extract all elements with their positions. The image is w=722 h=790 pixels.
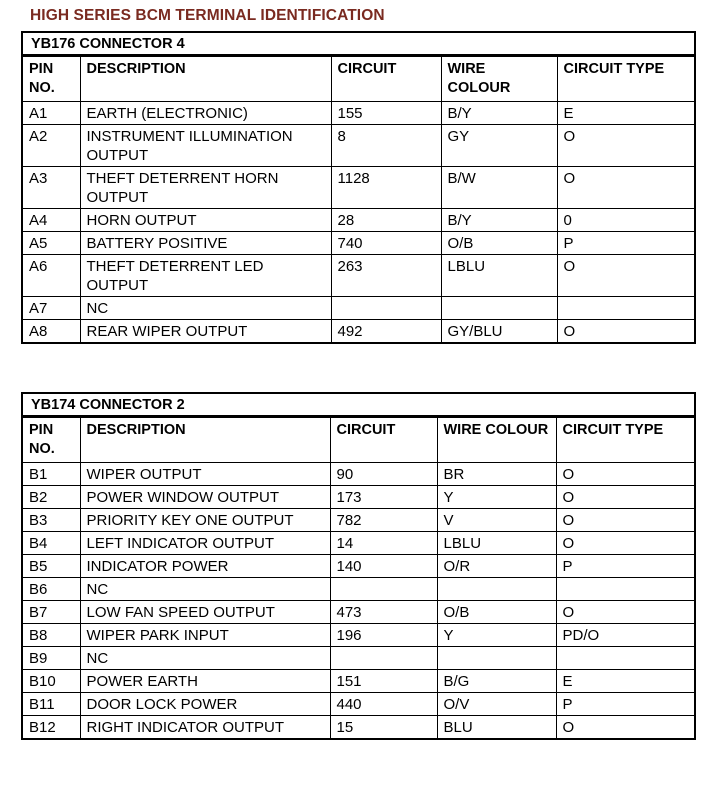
cell-pin: B1: [23, 463, 80, 486]
cell-wire-colour: B/Y: [441, 102, 557, 125]
cell-circuit-type: P: [557, 232, 694, 255]
table-row: [23, 255, 694, 297]
cell-circuit: 740: [331, 232, 441, 255]
terminal-table: [23, 56, 694, 342]
column-header-wire-colour: WIRE COLOUR: [441, 57, 557, 102]
table-row: [23, 463, 694, 486]
cell-pin: B9: [23, 647, 80, 670]
cell-wire-colour: B/W: [441, 167, 557, 209]
table-row: [23, 509, 694, 532]
cell-wire-colour: [441, 297, 557, 320]
cell-circuit-type: [556, 578, 694, 601]
cell-pin: B10: [23, 670, 80, 693]
table-row: [23, 647, 694, 670]
cell-wire-colour: B/Y: [441, 209, 557, 232]
cell-pin: A6: [23, 255, 80, 297]
cell-circuit: 1128: [331, 167, 441, 209]
cell-description: PRIORITY KEY ONE OUTPUT: [80, 509, 330, 532]
cell-circuit: 90: [330, 463, 437, 486]
cell-description: BATTERY POSITIVE: [80, 232, 331, 255]
cell-circuit-type: O: [557, 125, 694, 167]
cell-description: NC: [80, 578, 330, 601]
column-header-circuit: CIRCUIT: [330, 418, 437, 463]
table-row: [23, 693, 694, 716]
cell-wire-colour: Y: [437, 624, 556, 647]
cell-pin: B2: [23, 486, 80, 509]
table-row: [23, 555, 694, 578]
column-header-pin: PIN NO.: [23, 57, 80, 102]
cell-circuit: 15: [330, 716, 437, 739]
terminal-table: [23, 417, 694, 738]
cell-description: HORN OUTPUT: [80, 209, 331, 232]
cell-circuit: 263: [331, 255, 441, 297]
page-title: HIGH SERIES BCM TERMINAL IDENTIFICATION: [30, 7, 385, 24]
connector-heading: YB176 CONNECTOR 4: [23, 33, 694, 56]
table-row: [23, 125, 694, 167]
cell-wire-colour: [437, 647, 556, 670]
cell-pin: B6: [23, 578, 80, 601]
cell-pin: A4: [23, 209, 80, 232]
cell-circuit-type: P: [556, 555, 694, 578]
cell-circuit-type: O: [556, 486, 694, 509]
cell-circuit: 28: [331, 209, 441, 232]
connector-heading: YB174 CONNECTOR 2: [23, 394, 694, 417]
cell-pin: B5: [23, 555, 80, 578]
cell-description: NC: [80, 297, 331, 320]
cell-circuit: 782: [330, 509, 437, 532]
table-row: [23, 320, 694, 343]
cell-description: LEFT INDICATOR OUTPUT: [80, 532, 330, 555]
cell-wire-colour: [437, 578, 556, 601]
cell-circuit: 473: [330, 601, 437, 624]
cell-description: THEFT DETERRENT HORN OUTPUT: [80, 167, 331, 209]
cell-pin: B4: [23, 532, 80, 555]
table-row: [23, 167, 694, 209]
connector-table-yb176: [21, 31, 696, 344]
cell-circuit: 14: [330, 532, 437, 555]
cell-pin: B7: [23, 601, 80, 624]
cell-wire-colour: Y: [437, 486, 556, 509]
cell-circuit-type: O: [557, 320, 694, 343]
cell-pin: B8: [23, 624, 80, 647]
cell-wire-colour: LBLU: [437, 532, 556, 555]
cell-circuit-type: O: [557, 167, 694, 209]
column-header-circuit-type: CIRCUIT TYPE: [557, 57, 694, 102]
cell-circuit-type: O: [556, 509, 694, 532]
cell-wire-colour: B/G: [437, 670, 556, 693]
cell-circuit-type: P: [556, 693, 694, 716]
table-row: [23, 102, 694, 125]
cell-pin: A2: [23, 125, 80, 167]
cell-circuit-type: O: [556, 716, 694, 739]
table-row: [23, 486, 694, 509]
cell-circuit-type: E: [557, 102, 694, 125]
cell-circuit: 155: [331, 102, 441, 125]
cell-circuit: 173: [330, 486, 437, 509]
cell-description: DOOR LOCK POWER: [80, 693, 330, 716]
table-header-row: [23, 57, 694, 102]
table-row: [23, 670, 694, 693]
cell-wire-colour: BLU: [437, 716, 556, 739]
cell-wire-colour: GY/BLU: [441, 320, 557, 343]
cell-pin: B3: [23, 509, 80, 532]
table-row: [23, 601, 694, 624]
table-header-row: [23, 418, 694, 463]
column-header-description: DESCRIPTION: [80, 57, 331, 102]
column-header-circuit-type: CIRCUIT TYPE: [556, 418, 694, 463]
cell-circuit: 8: [331, 125, 441, 167]
connector-table-yb174: [21, 392, 696, 740]
cell-description: INSTRUMENT ILLUMINATION OUTPUT: [80, 125, 331, 167]
cell-description: NC: [80, 647, 330, 670]
table-row: [23, 209, 694, 232]
cell-pin: A5: [23, 232, 80, 255]
cell-wire-colour: BR: [437, 463, 556, 486]
cell-wire-colour: LBLU: [441, 255, 557, 297]
table-row: [23, 532, 694, 555]
cell-description: WIPER PARK INPUT: [80, 624, 330, 647]
cell-description: RIGHT INDICATOR OUTPUT: [80, 716, 330, 739]
column-header-circuit: CIRCUIT: [331, 57, 441, 102]
table-row: [23, 578, 694, 601]
cell-pin: A3: [23, 167, 80, 209]
cell-description: REAR WIPER OUTPUT: [80, 320, 331, 343]
cell-circuit-type: [557, 297, 694, 320]
table-row: [23, 716, 694, 739]
cell-description: POWER WINDOW OUTPUT: [80, 486, 330, 509]
cell-circuit: 151: [330, 670, 437, 693]
cell-circuit-type: PD/O: [556, 624, 694, 647]
cell-circuit: [330, 647, 437, 670]
cell-wire-colour: V: [437, 509, 556, 532]
cell-circuit-type: O: [557, 255, 694, 297]
cell-circuit-type: O: [556, 601, 694, 624]
cell-description: LOW FAN SPEED OUTPUT: [80, 601, 330, 624]
cell-circuit-type: E: [556, 670, 694, 693]
cell-circuit-type: O: [556, 532, 694, 555]
cell-wire-colour: O/B: [437, 601, 556, 624]
cell-circuit-type: [556, 647, 694, 670]
column-header-wire-colour: WIRE COLOUR: [437, 418, 556, 463]
cell-pin: B11: [23, 693, 80, 716]
table-row: [23, 624, 694, 647]
cell-circuit: 440: [330, 693, 437, 716]
cell-description: EARTH (ELECTRONIC): [80, 102, 331, 125]
cell-wire-colour: GY: [441, 125, 557, 167]
cell-description: POWER EARTH: [80, 670, 330, 693]
table-row: [23, 297, 694, 320]
cell-pin: B12: [23, 716, 80, 739]
cell-pin: A1: [23, 102, 80, 125]
cell-circuit: 196: [330, 624, 437, 647]
cell-circuit: [330, 578, 437, 601]
cell-circuit: 140: [330, 555, 437, 578]
cell-circuit: 492: [331, 320, 441, 343]
column-header-description: DESCRIPTION: [80, 418, 330, 463]
cell-circuit: [331, 297, 441, 320]
column-header-pin: PIN NO.: [23, 418, 80, 463]
table-row: [23, 232, 694, 255]
cell-description: WIPER OUTPUT: [80, 463, 330, 486]
cell-wire-colour: O/R: [437, 555, 556, 578]
cell-circuit-type: O: [556, 463, 694, 486]
cell-wire-colour: O/B: [441, 232, 557, 255]
cell-description: THEFT DETERRENT LED OUTPUT: [80, 255, 331, 297]
cell-wire-colour: O/V: [437, 693, 556, 716]
cell-description: INDICATOR POWER: [80, 555, 330, 578]
cell-circuit-type: 0: [557, 209, 694, 232]
cell-pin: A7: [23, 297, 80, 320]
cell-pin: A8: [23, 320, 80, 343]
